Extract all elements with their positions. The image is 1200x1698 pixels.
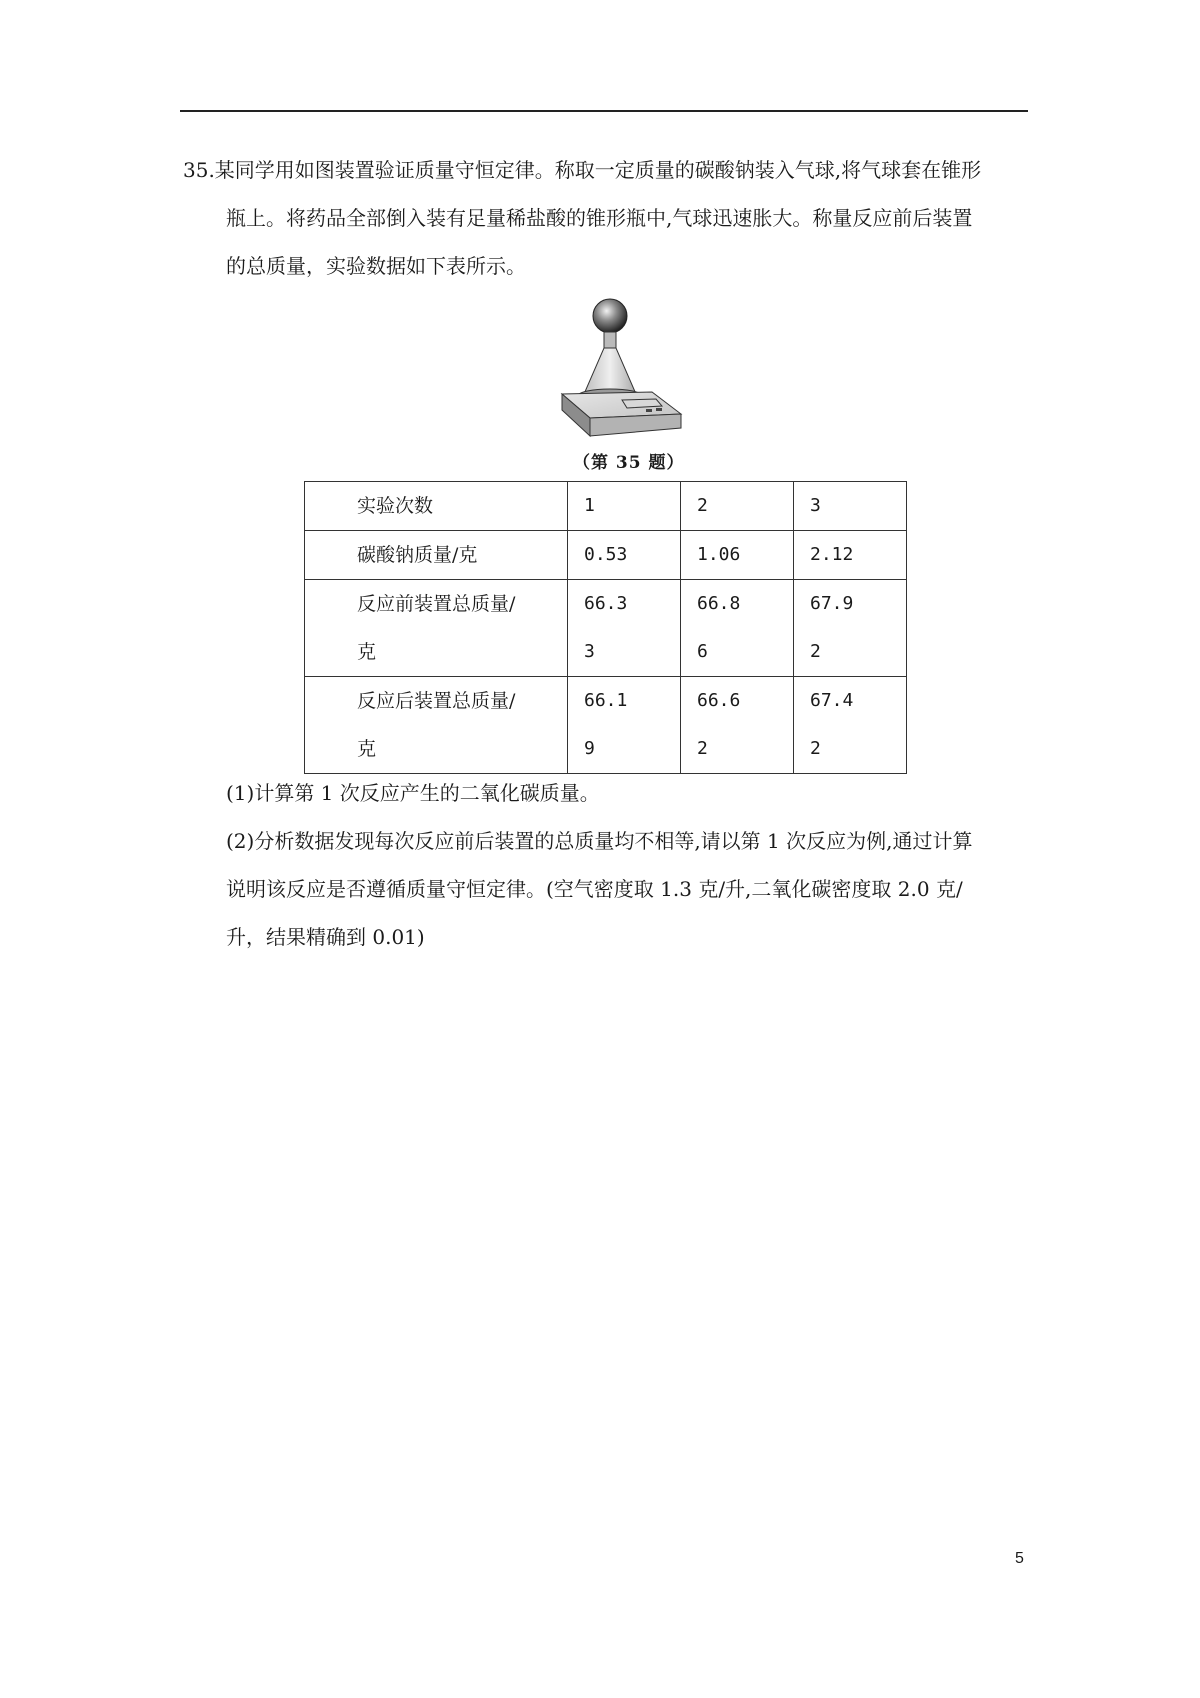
cell-value: 66.6 bbox=[697, 690, 741, 711]
header-rule bbox=[180, 110, 1028, 112]
subquestion-2-line-2: 说明该反应是否遵循质量守恒定律。(空气密度取 1.3 克/升,二氧化碳密度取 2.0 克/ bbox=[226, 877, 963, 901]
row-label-line: 反应后装置总质量/ bbox=[357, 690, 516, 712]
subquestion-2-line-3: 升，结果精确到 0.01) bbox=[226, 925, 425, 949]
cell-value: 66.8 bbox=[697, 593, 741, 614]
page-number: 5 bbox=[1015, 1550, 1024, 1567]
question-line-1: 35.某同学用如图装置验证质量守恒定律。称取一定质量的碳酸钠装入气球,将气球套在锥形 bbox=[183, 158, 982, 182]
table-cell bbox=[568, 677, 681, 774]
table-cell bbox=[568, 531, 681, 580]
cell-value: 2 bbox=[810, 641, 821, 662]
table-row-header bbox=[305, 531, 568, 580]
table-row bbox=[305, 531, 907, 580]
table-row bbox=[305, 482, 907, 531]
subquestion-1: (1)计算第 1 次反应产生的二氧化碳质量。 bbox=[226, 781, 600, 805]
table-row-header bbox=[305, 677, 568, 774]
balloon-shape bbox=[593, 299, 627, 333]
cell-value: 9 bbox=[584, 738, 595, 759]
balance-apparatus-illustration bbox=[560, 296, 685, 471]
cell-value: 67.9 bbox=[810, 593, 854, 614]
cell-value: 2 bbox=[697, 495, 708, 516]
table-row bbox=[305, 677, 907, 774]
question-line-3: 的总质量，实验数据如下表所示。 bbox=[226, 254, 526, 278]
table-cell bbox=[681, 580, 794, 677]
row-label-line: 反应前装置总质量/ bbox=[357, 593, 516, 615]
figure-caption: （第 35 题） bbox=[573, 453, 685, 473]
row-label-line: 实验次数 bbox=[357, 495, 434, 517]
question-line-2: 瓶上。将药品全部倒入装有足量稀盐酸的锥形瓶中,气球迅速胀大。称量反应前后装置 bbox=[226, 206, 973, 230]
cell-value: 2 bbox=[697, 738, 708, 759]
cell-value: 66.1 bbox=[584, 690, 628, 711]
balance-display bbox=[622, 399, 662, 408]
table-row-header bbox=[305, 482, 568, 531]
row-label-line: 克 bbox=[357, 738, 377, 760]
table-cell bbox=[681, 531, 794, 580]
table-cell bbox=[794, 580, 907, 677]
cell-value: 3 bbox=[810, 495, 821, 516]
cell-value: 1 bbox=[584, 495, 595, 516]
balance-flask-balloon-figure bbox=[560, 296, 685, 471]
cell-value: 6 bbox=[697, 641, 708, 662]
table-cell bbox=[794, 677, 907, 774]
table-cell bbox=[794, 482, 907, 531]
table-cell bbox=[568, 580, 681, 677]
subquestion-2-line-1: (2)分析数据发现每次反应前后装置的总质量均不相等,请以第 1 次反应为例,通过计算 bbox=[226, 829, 973, 853]
cell-value: 1.06 bbox=[697, 544, 741, 565]
table-row bbox=[305, 580, 907, 677]
table-cell bbox=[681, 677, 794, 774]
row-label-line: 克 bbox=[357, 641, 377, 663]
table-cell bbox=[681, 482, 794, 531]
cell-value: 3 bbox=[584, 641, 595, 662]
cell-value: 2 bbox=[810, 738, 821, 759]
cell-value: 0.53 bbox=[584, 544, 628, 565]
cell-value: 2.12 bbox=[810, 544, 854, 565]
table-cell bbox=[794, 531, 907, 580]
cell-value: 67.4 bbox=[810, 690, 854, 711]
table-cell bbox=[568, 482, 681, 531]
experiment-data-table bbox=[304, 481, 907, 774]
cell-value: 66.3 bbox=[584, 593, 628, 614]
row-label-line: 碳酸钠质量/克 bbox=[357, 544, 478, 566]
table-row-header bbox=[305, 580, 568, 677]
